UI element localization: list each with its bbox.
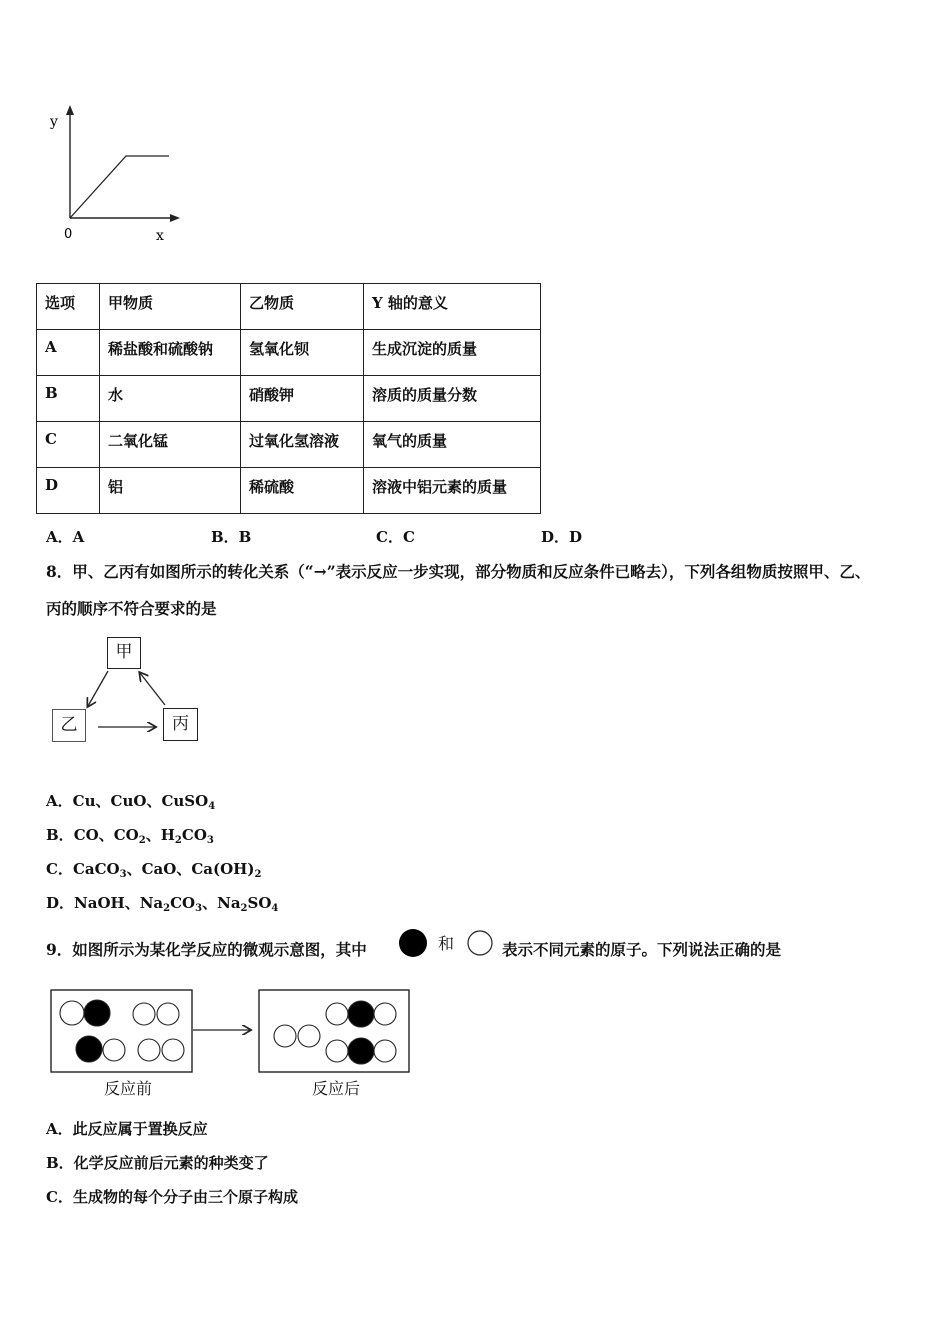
table-cell: 氧气的质量 xyxy=(364,422,541,468)
q9-stem-after: 表示不同元素的原子。下列说法正确的是 xyxy=(502,940,782,959)
table-cell: 稀盐酸和硫酸钠 xyxy=(100,330,241,376)
q7-option-a[interactable]: A．A xyxy=(46,528,85,546)
table-cell: 稀硫酸 xyxy=(241,468,364,514)
q8-option-b[interactable]: B．CO、$CO_2$、$H_2CO_3$ xyxy=(46,826,214,846)
q9-option-c[interactable]: C．生成物的每个分子由三个原子构成 xyxy=(46,1188,298,1206)
q7-option-d[interactable]: D．D xyxy=(541,528,583,546)
table-cell: 生成沉淀的质量 xyxy=(364,330,541,376)
q8-stem-line2: 丙的顺序不符合要求的是 xyxy=(46,599,217,618)
diagram-node-jia: 甲 xyxy=(107,637,141,669)
x-label: x xyxy=(156,228,164,244)
before-box xyxy=(51,990,192,1072)
table-header-cell: 甲物质 xyxy=(100,284,241,330)
table-header-cell: Y 轴的意义 xyxy=(364,284,541,330)
y-label: y xyxy=(50,114,58,130)
diagram-node-yi: 乙 xyxy=(52,709,86,742)
q8-option-c[interactable]: C．CaCO$_3$、CaO、$Ca(OH)_2$ xyxy=(46,860,262,880)
caption-before: 反应前 xyxy=(104,1079,153,1098)
white-atom-icon xyxy=(465,929,495,959)
q9-option-a[interactable]: A．此反应属于置换反应 xyxy=(46,1120,208,1138)
black-atom-icon xyxy=(396,927,430,961)
table-cell: 水 xyxy=(100,376,241,422)
q8-stem-line1: 8．甲、乙丙有如图所示的转化关系（“→”表示反应一步实现，部分物质和反应条件已略去），下列各组物质按照甲、乙、 xyxy=(46,562,871,581)
table-cell: 过氧化氢溶液 xyxy=(241,422,364,468)
table-cell: 氢氧化钡 xyxy=(241,330,364,376)
table-cell: C xyxy=(37,422,100,468)
table-cell: D xyxy=(37,468,100,514)
table-header-cell: 乙物质 xyxy=(241,284,364,330)
origin-label: 0 xyxy=(64,227,73,242)
q7-option-b[interactable]: B．B xyxy=(211,528,252,546)
q9-option-b[interactable]: B．化学反应前后元素的种类变了 xyxy=(46,1154,269,1172)
table-cell: 硝酸钾 xyxy=(241,376,364,422)
caption-after: 反应后 xyxy=(312,1079,361,1098)
arrow-bing-to-jia-icon xyxy=(140,673,165,705)
diagram-node-bing: 丙 xyxy=(163,708,198,741)
q8-option-a[interactable]: A．Cu、CuO、CuSO$_4$ xyxy=(46,792,216,812)
q9-stem-before: 9．如图所示为某化学反应的微观示意图，其中 xyxy=(46,940,367,959)
table-cell: A xyxy=(37,330,100,376)
table-cell: 溶液中铝元素的质量 xyxy=(364,468,541,514)
table-header-cell: 选项 xyxy=(37,284,100,330)
table-cell: 二氧化锰 xyxy=(100,422,241,468)
reaction-diagram xyxy=(40,980,420,1080)
q8-option-d[interactable]: D．NaOH、$Na_2CO_3$、$Na_2SO_4$ xyxy=(46,894,279,914)
table-cell: 溶质的质量分数 xyxy=(364,376,541,422)
table-cell: 铝 xyxy=(100,468,241,514)
q7-option-c[interactable]: C．C xyxy=(376,528,415,546)
q9-stem-and: 和 xyxy=(438,934,455,953)
after-box xyxy=(259,990,409,1072)
arrow-jia-to-yi-icon xyxy=(88,671,108,706)
table-cell: B xyxy=(37,376,100,422)
q8-diagram-arrows xyxy=(0,0,260,780)
